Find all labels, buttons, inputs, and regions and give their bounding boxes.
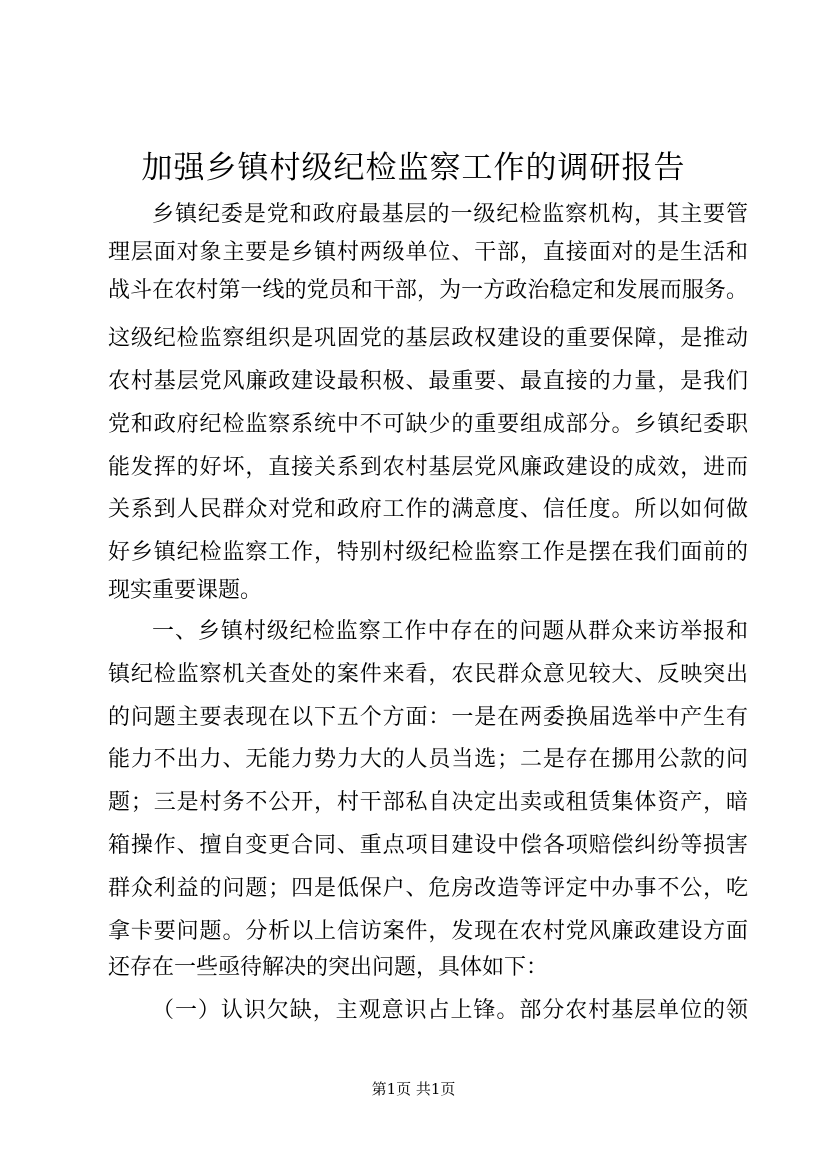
paragraph-line: 题；三是村务不公开，村干部私自决定出卖或租赁集体资产，暗 [108, 790, 748, 815]
paragraph-line: 理层面对象主要是乡镇村两级单位、干部，直接面对的是生活和 [108, 240, 748, 265]
paragraph-line: 一、乡镇村级纪检监察工作中存在的问题从群众来访举报和 [152, 619, 748, 644]
document-title: 加强乡镇村级纪检监察工作的调研报告 [141, 150, 686, 186]
paragraph-line: 好乡镇纪检监察工作，特别村级纪检监察工作是摆在我们面前的 [108, 540, 748, 565]
paragraph-line: 党和政府纪检监察系统中不可缺少的重要组成部分。乡镇纪委职 [108, 412, 748, 437]
paragraph-line: 箱操作、擅自变更合同、重点项目建设中偿各项赔偿纠纷等损害 [108, 833, 748, 858]
paragraph-line: 这级纪检监察组织是巩固党的基层政权建设的重要保障，是推动 [108, 326, 748, 351]
paragraph-line: 能发挥的好坏，直接关系到农村基层党风廉政建设的成效，进而 [108, 455, 748, 480]
paragraph-line: 关系到人民群众对党和政府工作的满意度、信任度。所以如何做 [108, 497, 748, 522]
paragraph-line: 能力不出力、无能力势力大的人员当选；二是存在挪用公款的问 [108, 747, 748, 772]
paragraph-line: 还存在一些亟待解决的突出问题，具体如下： [108, 955, 549, 980]
paragraph-line: （一）认识欠缺，主观意识占上锋。部分农村基层单位的领 [152, 998, 748, 1023]
paragraph-line: 现实重要课题。 [108, 578, 263, 603]
paragraph-line: 群众利益的问题；四是低保户、危房改造等评定中办事不公，吃 [108, 876, 748, 901]
paragraph-line: 农村基层党风廉政建设最积极、最重要、最直接的力量，是我们 [108, 369, 748, 394]
paragraph-line: 拿卡要问题。分析以上信访案件，发现在农村党风廉政建设方面 [108, 919, 748, 944]
page-footer: 第1页 共1页 [371, 1080, 456, 1098]
paragraph-line: 的问题主要表现在以下五个方面：一是在两委换届选举中产生有 [108, 705, 748, 730]
paragraph-line: 乡镇纪委是党和政府最基层的一级纪检监察机构，其主要管 [152, 202, 748, 227]
paragraph-line: 战斗在农村第一线的党员和干部，为一方政治稳定和发展而服务。 [108, 278, 748, 303]
paragraph-line: 镇纪检监察机关查处的案件来看，农民群众意见较大、反映突出 [108, 662, 748, 687]
